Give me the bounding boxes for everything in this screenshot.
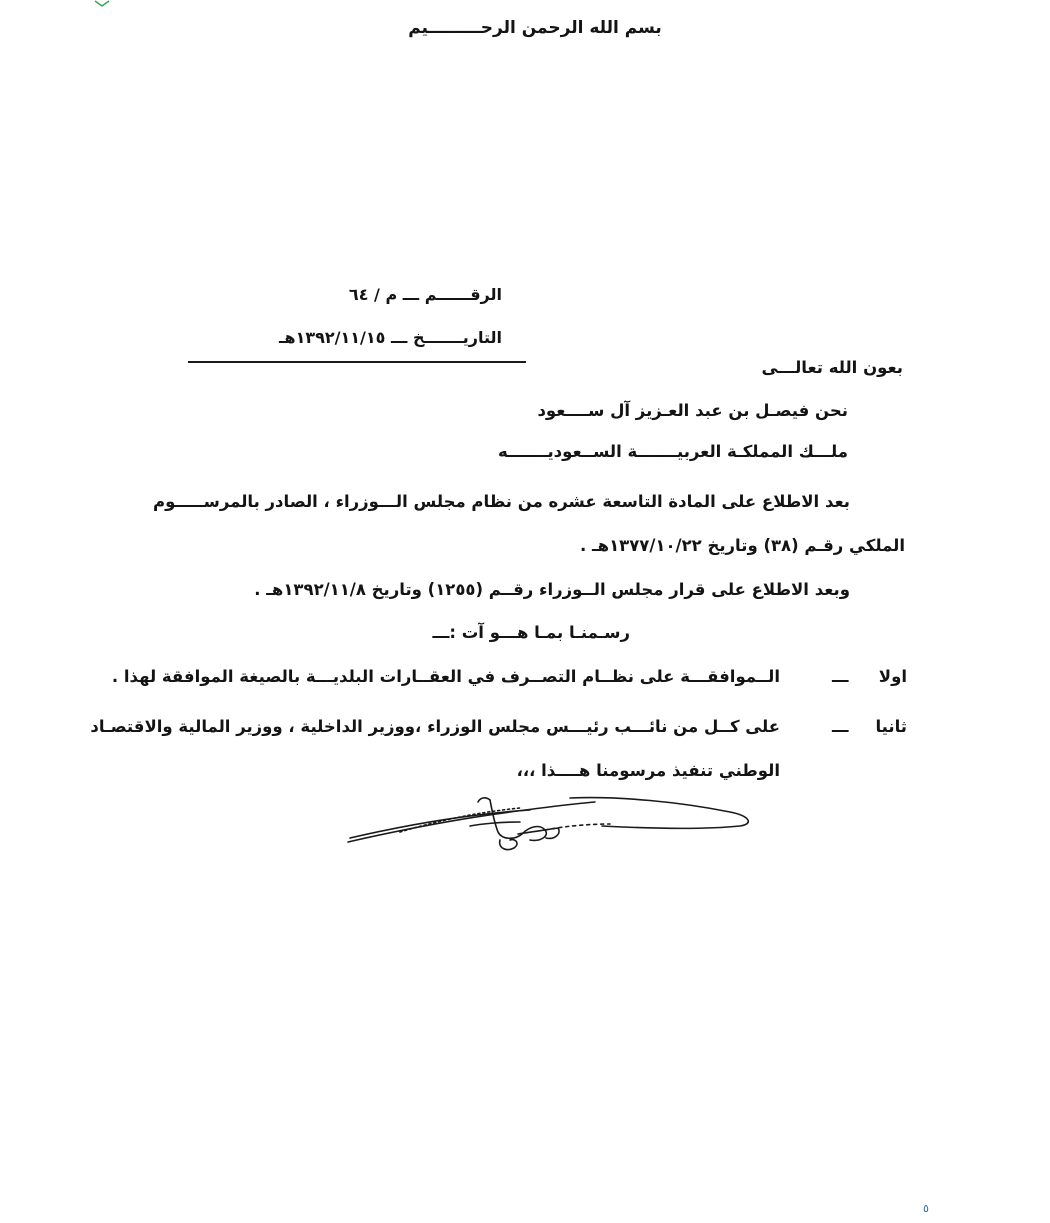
item-1-dash: ـــ xyxy=(832,667,849,686)
page-number-mark: ٥ xyxy=(923,1202,929,1215)
item-2-text-line-1: على كــل من نائـــب رئيـــس مجلس الوزراء ،ووزير الداخلية ، ووزير المالية والاقتصـاد xyxy=(90,717,780,736)
reference-underline xyxy=(188,361,526,363)
king-name-line: نحن فيصـل بن عبد العـزيز آل ســــعود xyxy=(537,401,848,420)
paragraph-1-line-1: بعد الاطلاع على المادة التاسعة عشره من نظام مجلس الـــوزراء ، الصادر بالمرســـــوم xyxy=(153,492,850,511)
item-2-text-line-2: الوطني تنفيذ مرسومنا هــــذا ،،، xyxy=(516,761,780,780)
reference-date: التاريـــــــخ ـــ ١٣٩٢/١١/١٥هـ xyxy=(279,328,502,347)
item-1-label: اولا xyxy=(878,667,907,686)
reference-number: الرقــــــم ـــ م / ٦٤ xyxy=(348,285,502,304)
paragraph-2: وبعد الاطلاع على قرار مجلس الــوزراء رقــم (١٢٥٥) وتاريخ ١٣٩٢/١١/٨هـ . xyxy=(254,580,850,599)
item-1-text: الــموافقـــة على نظــام التصــرف في العقــارات البلديـــة بالصيغة الموافقة لهذا . xyxy=(111,667,780,686)
invocation-line: بعون الله تعالـــى xyxy=(761,358,903,377)
item-2-dash: ـــ xyxy=(832,717,849,736)
decree-phrase: رسـمنـا بمـا هـــو آت :ـــ xyxy=(432,623,630,642)
corner-tick-mark xyxy=(94,0,110,8)
item-2-label: ثانيا xyxy=(875,717,907,736)
king-title-line: ملـــك المملكـة العربيـــــــة الســعوديـــــــه xyxy=(498,442,848,461)
handwritten-signature xyxy=(340,790,760,870)
basmala-heading: بسم الله الرحمن الرحـــــــــيم xyxy=(408,18,662,38)
paragraph-1-line-2: الملكي رقـم (٣٨) وتاريخ ١٣٧٧/١٠/٢٢هـ . xyxy=(580,536,905,555)
